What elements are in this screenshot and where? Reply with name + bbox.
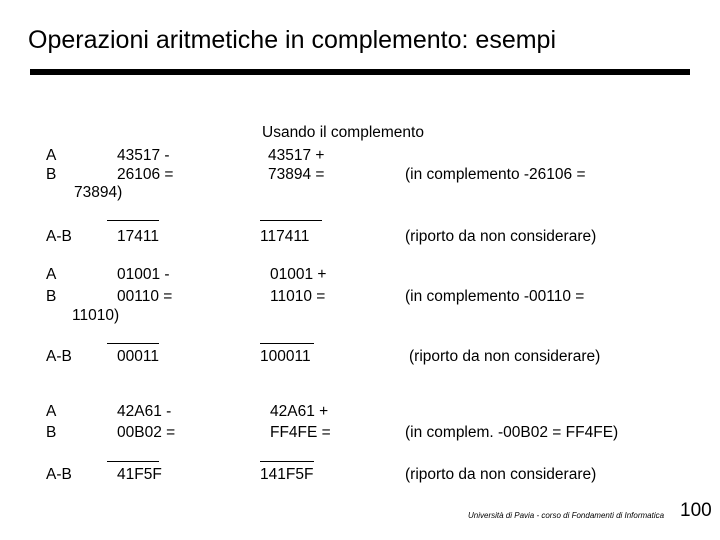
subheading: Usando il complemento: [262, 124, 424, 141]
result: 41F5F: [117, 466, 162, 483]
note-carry: (riporto da non considerare): [405, 228, 597, 245]
sum-line: [107, 461, 159, 462]
label-result: A-B: [46, 228, 72, 245]
operand-a: 01001 -: [117, 266, 170, 283]
comp-operand-b: 11010 =: [270, 288, 326, 305]
result: 00011: [117, 348, 159, 365]
footer-text: Università di Pavia - corso di Fondamenti di Informatica: [468, 511, 665, 520]
operand-b: 26106 =: [117, 166, 174, 183]
label-a: A: [46, 147, 57, 164]
page-number: 100: [680, 500, 712, 521]
note-complement-wrap: 11010): [72, 307, 120, 324]
comp-sum-line: [260, 220, 322, 221]
note-complement: (in complemento -00110 =: [405, 288, 585, 305]
sum-line: [107, 220, 159, 221]
label-a: A: [46, 266, 57, 283]
comp-result: 141F5F: [260, 466, 314, 483]
comp-sum-line: [260, 343, 314, 344]
operand-b: 00B02 =: [117, 424, 176, 441]
slide-title: Operazioni aritmetiche in complemento: esempi: [28, 26, 557, 54]
comp-operand-b: FF4FE =: [270, 424, 331, 441]
comp-operand-a: 42A61 +: [270, 403, 329, 420]
comp-result: 117411: [260, 228, 310, 245]
operand-a: 43517 -: [117, 147, 170, 164]
operand-a: 42A61 -: [117, 403, 172, 420]
note-complement: (in complem. -00B02 = FF4FE): [405, 424, 619, 441]
note-complement-wrap: 73894): [74, 184, 123, 201]
label-b: B: [46, 424, 57, 441]
comp-sum-line: [260, 461, 314, 462]
operand-b: 00110 =: [117, 288, 173, 305]
label-b: B: [46, 288, 57, 305]
sum-line: [107, 343, 159, 344]
note-carry: (riporto da non considerare): [405, 466, 597, 483]
label-a: A: [46, 403, 57, 420]
note-carry: (riporto da non considerare): [409, 348, 601, 365]
result: 17411: [117, 228, 159, 245]
comp-result: 100011: [260, 348, 311, 365]
title-rule: [30, 69, 690, 75]
comp-operand-b: 73894 =: [268, 166, 325, 183]
comp-operand-a: 01001 +: [270, 266, 327, 283]
label-result: A-B: [46, 348, 72, 365]
label-result: A-B: [46, 466, 72, 483]
note-complement: (in complemento -26106 =: [405, 166, 586, 183]
label-b: B: [46, 166, 57, 183]
comp-operand-a: 43517 +: [268, 147, 325, 164]
